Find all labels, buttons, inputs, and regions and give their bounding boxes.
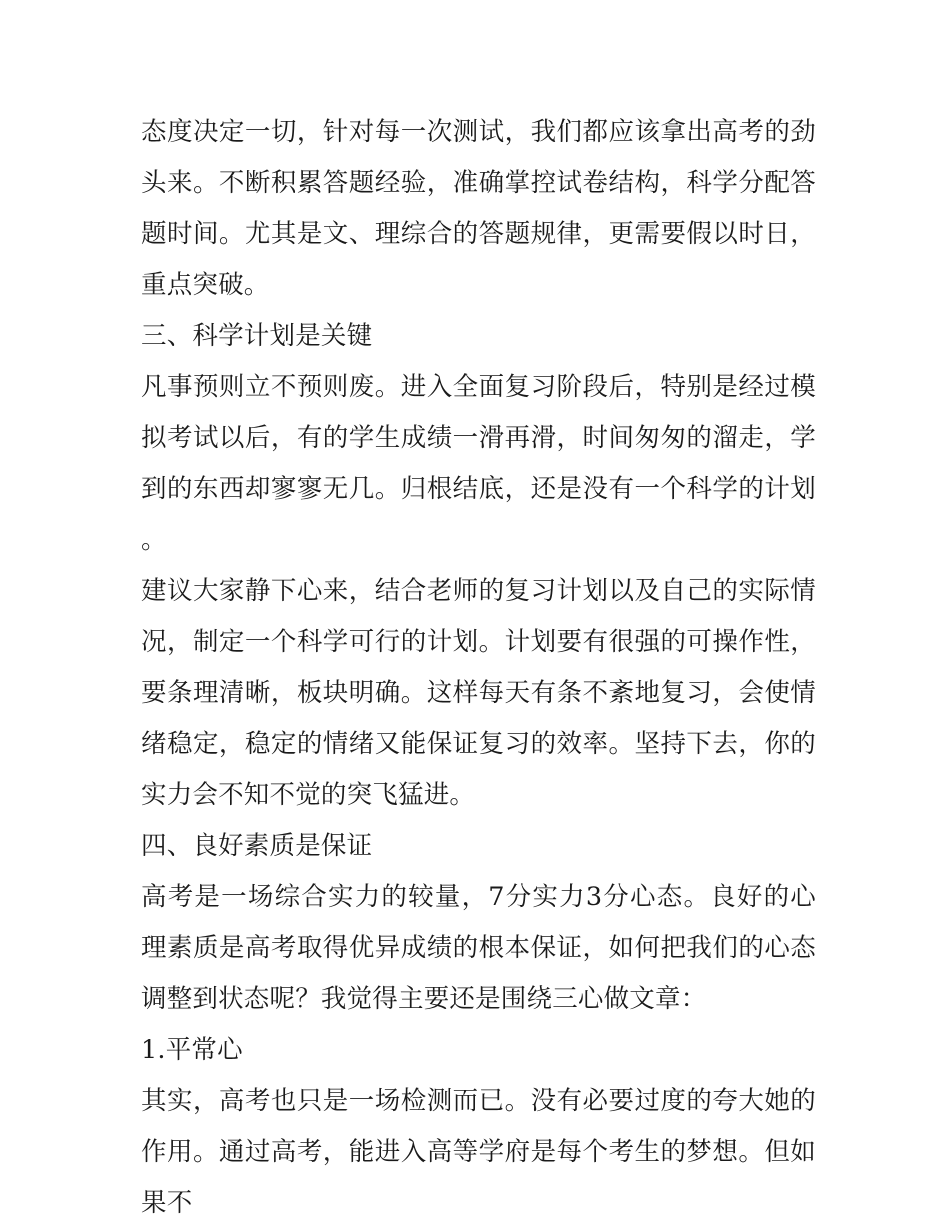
paragraph-mental-quality: 高考是一场综合实力的较量，7分实力3分心态。良好的心理素质是高考取得优异成绩的根本保证，如何把我们的心态调整到状态呢？我觉得主要还是围绕三心做文章： [141,882,816,1014]
subheading-calm-mind: 1.平常心 [141,1035,243,1065]
section-heading-good-quality: 四、良好素质是保证 [141,831,373,861]
paragraph-test-attitude: 态度决定一切，针对每一次测试，我们都应该拿出高考的劲头来。不断积累答题经验，准确掌控试卷结构，科学分配答题时间。尤其是文、理综合的答题规律，更需要假以时日，重点突破。 [141,117,816,300]
paragraph-planning-importance: 凡事预则立不预则废。进入全面复习阶段后，特别是经过模拟考试以后，有的学生成绩一滑再滑，时间匆匆的溜走，学到的东西却寥寥无几。归根结底，还是没有一个科学的计划。 [141,372,816,555]
document-body [141,107,816,1229]
section-heading-scientific-plan: 三、科学计划是关键 [141,321,373,351]
paragraph-calm-mind: 其实，高考也只是一场检测而已。没有必要过度的夸大她的作用。通过高考，能进入高等学府是每个考生的梦想。但如果不 [141,1086,816,1218]
paragraph-planning-advice: 建议大家静下心来，结合老师的复习计划以及自己的实际情况，制定一个科学可行的计划。计划要有很强的可操作性，要条理清晰，板块明确。这样每天有条不紊地复习，会使情绪稳定，稳定的情绪又能保证复习的效率。坚持下去，你的实力会不知不觉的突飞猛进。 [141,576,816,810]
